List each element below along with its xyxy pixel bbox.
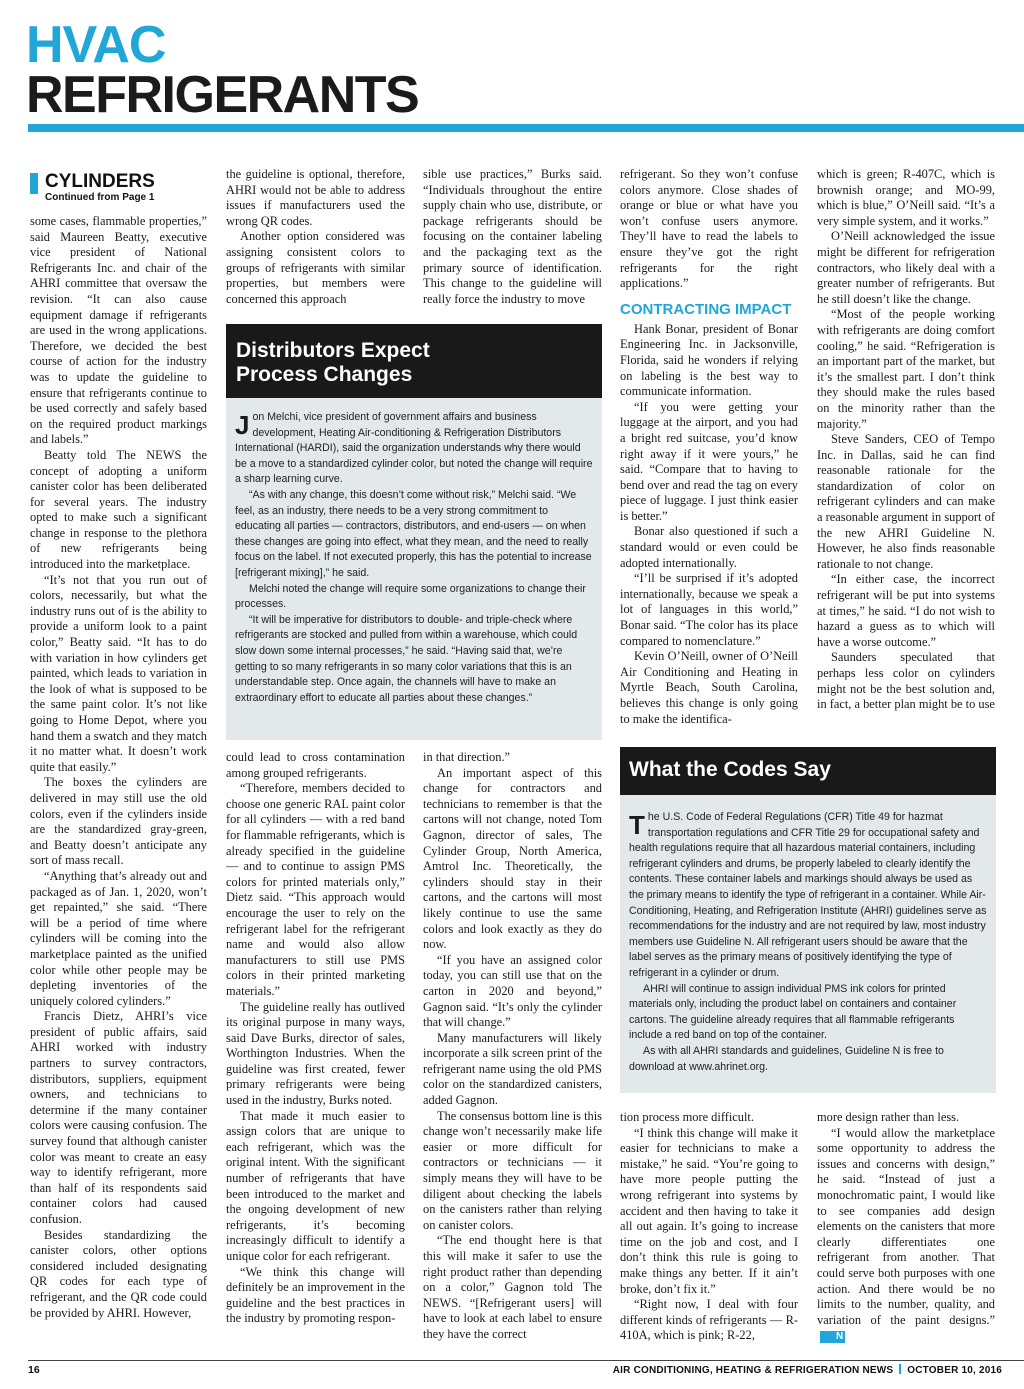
distributors-sidebar [226, 324, 602, 740]
title-line-2: Process Changes [236, 363, 413, 386]
column-3-bottom [423, 750, 602, 1346]
paragraph: refrigerant. So they won’t confuse colors anymore. Close shades of orange or blue or what have you won’t confuse users anymore. They’ll have to read the labels to ensure they’ve got the right refrigerants for the right applications.” [620, 167, 798, 291]
column-5-bottom [817, 1110, 995, 1346]
paragraph: An important aspect of this change for contractors and technicians to remember is that the cartons will not change, noted Tom Gagnon, director of sales, The Cylinder Group, North America, Amtrol Inc. Theoretically, the cylinders should stay in their cartons, and the cartons will most likely continue to use the same colors and look exactly as they do now. [423, 765, 602, 952]
paragraph: That made it much easier to assign colors that are unique to each refrigerant, which was the original intent. With the significant number of refrigerants that have been introduced to the market and the ongoing development of new refrigerants, it’s becoming increasingly difficult to identify a unique color for each refrigerant. [226, 1108, 405, 1263]
paragraph: “If you have an assigned color today, you can still use that on the carton in 2020 and beyond,” Gagnon said. “It’s only the cylinder that will change.” [423, 952, 602, 1030]
paragraph: “Right now, I deal with four different kinds of refrigerants — R-410A, which is pink; R-22, [620, 1297, 798, 1343]
paragraph: Besides standardizing the canister colors, other options considered included designating QR codes for each type of refrigerant, and the QR code could be provided by AHRI. However, [30, 1227, 207, 1320]
paragraph: Kevin O’Neill, owner of O’Neill Air Conditioning and Heating in Myrtle Beach, South Carolina, believes this change is only going to make the identifica- [620, 649, 798, 726]
paragraph: “In either case, the incorrect refrigerant will be put into systems at times,” he said. “I do not wish to hazard a guess as to which will have a worse outcome.” [817, 572, 995, 649]
page-number: 16 [28, 1364, 40, 1376]
paragraph: sible use practices,” Burks said. “Individuals throughout the entire supply chain who use, distribute, or package refrigerants should be focusing on the container labeling and the packaging text as the primary source of identification. This change to the guideline will really force the industry to move [423, 167, 602, 306]
column-2-top [226, 167, 405, 313]
paragraph: Many manufacturers will likely incorporate a silk screen print of the refrigerant name using the old PMS color on the standardized canisters, added Gagnon. [423, 1030, 602, 1108]
paragraph: “I think this change will make it easier for technicians to make a mistake,” he said. “You’re going to have more people putting the wrong refrigerant into systems by accident and then having to take it all out again. It’s going to increase time on the job and cost, and I don’t think this rule is going to make things any better. If it ain’t broke, don’t fix it.” [620, 1125, 798, 1296]
paragraph: As with all AHRI standards and guidelines, Guideline N is free to download at www.ahrinet.org. [629, 1044, 944, 1073]
paragraph: “As with any change, this doesn’t come without risk,” Melchi said. “We feel, as an industry, there needs to be a very strong commitment to educating all parties — contractors, distributors, and end-users — on when these changes are going into effect, what they mean, and the need to really focus on the label. If not executed properly, this has the potential to increase [refrigerant mixing],” he said. [235, 488, 592, 579]
paragraph: the guideline is optional, therefore, AHRI would not be able to address issues if manufacturers used the wrong QR codes. [226, 167, 405, 228]
paragraph: Bonar also questioned if such a standard would or even could be adopted internationally. [620, 524, 798, 570]
paragraph: which is green; R-407C, which is brownish orange; and MO-99, which is blue,” O’Neill said. “It’s a very simple system, and it works.” [817, 167, 995, 228]
column-4-top [620, 167, 798, 737]
footer-rule [28, 1360, 1024, 1361]
issue-date: OCTOBER 10, 2016 [907, 1365, 1002, 1376]
paragraph: “Anything that’s already out and packaged as of Jan. 1, 2020, won’t get repainted,” she said. “There will be a period of time where cylinders will be coming into the marketplace painted as the unified color while other people may be depleting inventories of the uniquely colored cylinders.” [30, 868, 207, 1008]
paragraph: tion process more difficult. [620, 1110, 754, 1124]
paragraph: “It will be imperative for distributors to double- and triple-check where refrigerants are stocked and pulled from within a warehouse, which could slow down some internal processes,” he said. “Having said that, we’re getting to so many refrigerants in so many color variations that this is an understandable step. Once again, the channels will have to make an extraordinary effort to educate all parties about these changes.” [235, 613, 578, 704]
column-4-bottom [620, 1110, 798, 1346]
codes-sidebar-body [629, 810, 987, 1075]
codes-sidebar-title [620, 747, 996, 795]
paragraph: O’Neill acknowledged the issue might be different for refrigeration contractors, who likely deal with a greater number of refrigerants. But he still doesn’t like the change. [817, 229, 995, 306]
end-of-story-mark: N [820, 1331, 845, 1343]
paragraph-text: “I would allow the marketplace some opportunity to address the issues and concerns with design,” he said. “Instead of just a monochromatic paint, I would like to see companies add design elements on the canisters that more clearly differentiates one refrigerant from another. That could serve both purposes with one action. And there would be no limits to the number, quality, and variation of the paint designs.” [817, 1125, 995, 1327]
paragraph: AHRI will continue to assign individual PMS ink colors for printed materials only, including the product label on containers and container cartons. The guideline already requires that all flammable refrigerants include a red band on top of the container. [629, 982, 957, 1042]
header-hvac: HVAC [26, 16, 166, 74]
paragraph: Another option considered was assigning consistent colors to groups of refrigerants with similar properties, but members were concerned this approach [226, 229, 405, 306]
paragraph: Melchi noted the change will require some organizations to change their processes. [235, 582, 586, 611]
paragraph: Steve Sanders, CEO of Tempo Inc. in Dallas, said he can find reasonable rationale for the standardization of color on refrigerant cylinders and can make a reasonable argument in support of the new AHRI Guideline N. However, he also finds reasonable rationale to not change. [817, 432, 995, 571]
paragraph: Hank Bonar, president of Bonar Engineering Inc. in Jacksonville, Florida, said he wonders if relying on labeling is the best way to communicate information. [620, 321, 798, 399]
paragraph [235, 410, 593, 488]
distributors-sidebar-title [226, 324, 602, 398]
paragraph: could lead to cross contamination among grouped refrigerants. [226, 750, 405, 780]
paragraph: “Therefore, members decided to choose one generic RAL paint color for all cylinders — with a red band for flammable refrigerants, which is already specified in the guideline — and to continue to assign PMS colors for printed materials only,” Dietz said. “This approach would encourage the user to rely on the refrigerant label for the refrigerant name and would also allow manufacturers to still use PMS colors in their printed marketing materials.” [226, 781, 405, 998]
column-3-top [423, 167, 602, 313]
paragraph: “The end thought here is that this will make it safer to use the right product rather than depending on a color,” Gagnon told The NEWS. “[Refrigerant users] will have to look at each label to ensure they have the correct [423, 1233, 602, 1341]
paragraph: The consensus bottom line is this change won’t necessarily make life easier or more difficult for contractors or technicians — it simply means they will have to be diligent about checking the labels on the canisters rather than relying on canister colors. [423, 1108, 602, 1232]
title-line: What the Codes Say [629, 758, 831, 781]
subhead-contracting-impact: CONTRACTING IMPACT [620, 300, 792, 318]
paragraph-text: on Melchi, vice president of government affairs and business development, Heating Air-conditioning & Refrigeration Distributors International (HARDI), said the organization understands why there would be a move to a standardized cylinder color, but noted the change will require a sharp learning curve. [235, 411, 593, 486]
header-rule [28, 124, 1024, 132]
paragraph: “If you were getting your luggage at the airport, and you had a bright red suitcase, you’d know right away if it were yours,” he said. “Compare that to having to bend over and read the tag on every piece of luggage. I just think easier is better.” [620, 399, 798, 523]
paragraph: “It’s not that you run out of colors, necessarily, but what the industry runs out of is the ability to provide a uniform look to a paint color,” Beatty said. “It has to do with variation in how cylinders get painted, which leads to variation in the look of what is supposed to be the same paint color. It’s not like going to Home Depot, where you hand them a swatch and they match it no matter what. It doesn’t work quite that easily.” [30, 572, 207, 774]
distributors-sidebar-body [235, 410, 593, 706]
paragraph: The guideline really has outlived its original purpose in many ways, said Dave Burks, director of sales, Worthington Industries. When the guideline was first created, fewer primary refrigerants were being used in the industry, Burks noted. [226, 999, 405, 1108]
header-refrigerants: REFRIGERANTS [26, 66, 419, 124]
publication-name: AIR CONDITIONING, HEATING & REFRIGERATION NEWS [612, 1365, 894, 1376]
column-2-bottom [226, 750, 405, 1346]
dropcap: T [629, 810, 645, 840]
footer-separator [899, 1364, 901, 1374]
paragraph [817, 1126, 995, 1344]
column-5-top [817, 167, 995, 737]
paragraph: some cases, flammable properties,” said Maureen Beatty, executive vice president of National Refrigerants Inc. and chair of the AHRI committee that oversaw the revision. “It can also cause equipment damage if refrigerants are used in the wrong applications. Therefore, we decided the best course of action for the industry was to update the guideline to ensure that refrigerants continue to be used correctly and safely based on the required product markings and labels.” [30, 214, 207, 447]
paragraph: The boxes the cylinders are delivered in may still use the old colors, even if the cylinders inside are the standardized gray-green, and Beatty doesn’t anticipate any sort of mass recall. [30, 775, 207, 868]
paragraph: Beatty told The NEWS the concept of adopting a uniform canister color has been deliberated for several years. The industry opted to make such a significant change in response to the plethora of new refrigerants being introduced into the marketplace. [30, 447, 207, 572]
paragraph [629, 810, 987, 982]
section-title: CYLINDERS [45, 171, 155, 192]
column-1 [30, 214, 207, 1346]
paragraph: Saunders speculated that perhaps less color on cylinders might not be the best solution and, in fact, a better plan might be to use [817, 650, 995, 712]
section-accent-bar [30, 173, 38, 194]
paragraph: “Most of the people working with refrigerants are doing comfort cooling,” he said. “Refrigeration is an important part of the market, but it’s the smallest part. I don’t think they should make the rules based on the minority rather than the majority.” [817, 307, 995, 431]
paragraph: “I’ll be surprised if it’s adopted internationally, because we speak a lot of languages in this world,” Bonar said. “The color has its place compared to nomenclature.” [620, 571, 798, 648]
paragraph: “We think this change will definitely be an improvement in the guideline and the best practices in the industry by promoting respon- [226, 1264, 405, 1326]
paragraph: Francis Dietz, AHRI’s vice president of public affairs, said AHRI worked with industry partners to survey contractors, distributors, suppliers, equipment owners, and technicians to determine if the many container colors were causing confusion. The survey found that although canister color was meant to create an easy way to identify refrigerant, more than half of its respondents said container colors had caused confusion. [30, 1009, 207, 1226]
codes-sidebar [620, 747, 996, 1093]
paragraph: more design rather than less. [817, 1110, 960, 1124]
title-line-1: Distributors Expect [236, 339, 430, 362]
paragraph: in that direction.” [423, 750, 511, 764]
dropcap: J [235, 410, 250, 440]
paragraph-text: he U.S. Code of Federal Regulations (CFR) Title 49 for hazmat transportation regulations and CFR Title 29 for occupational safety and health regulations require that all hazardous material containers, including refrigerant cylinders and drums, be properly labeled to clearly identify the contents. These container labels and markings should always be used as the primary means to identify the type of refrigerant in a container. While Air-Conditioning, Heating, and Refrigeration Institute (AHRI) guidelines serve as recommendations for the industry and are not required by law, most industry members use Guideline N. All refrigerant users should be aware that the label serves as the primary means of positively identifying the type of refrigerant in a cylinder or drum. [629, 811, 987, 979]
continued-label: Continued from Page 1 [45, 192, 155, 203]
footer-publication [613, 1364, 1002, 1376]
